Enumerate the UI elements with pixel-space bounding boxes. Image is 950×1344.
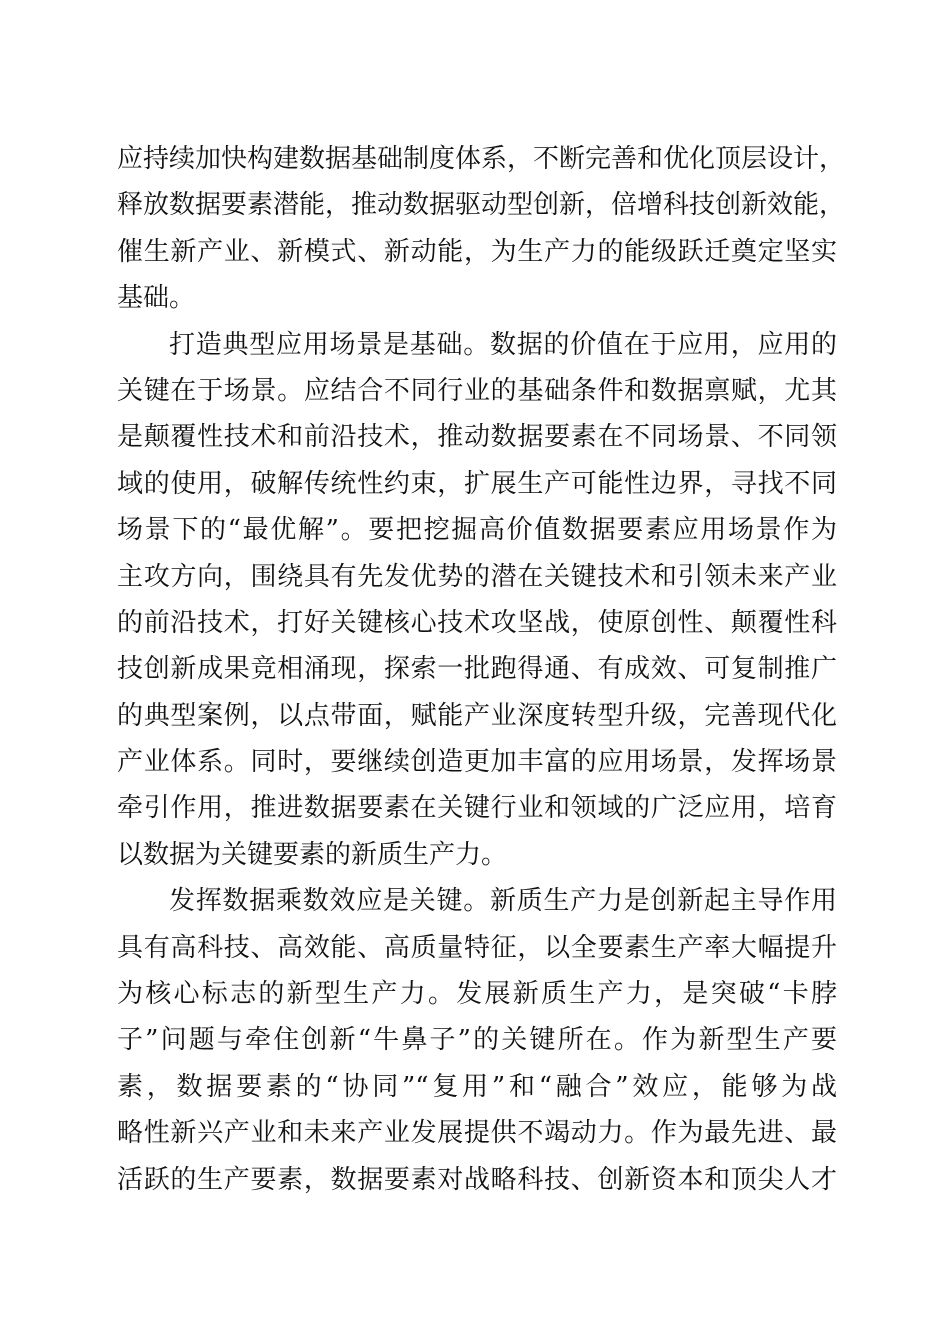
paragraph-line: 技创新成果竞相涌现，探索一批跑得通、有成效、可复制推广 xyxy=(117,654,837,685)
paragraph-line: 的前沿技术，打好关键核心技术攻坚战，使原创性、颠覆性科 xyxy=(117,607,837,638)
paragraph-line: 略性新兴产业和未来产业发展提供不竭动力。作为最先进、最 xyxy=(117,1118,837,1149)
paragraph-line: 关键在于场景。应结合不同行业的基础条件和数据禀赋，尤其 xyxy=(117,375,837,406)
body-text xyxy=(117,136,846,1203)
paragraph-line: 应持续加快构建数据基础制度体系，不断完善和优化顶层设计， xyxy=(117,144,846,174)
paragraph-line: 域的使用，破解传统性约束，扩展生产可能性边界，寻找不同 xyxy=(117,468,837,499)
paragraph-line: 主攻方向，围绕具有先发优势的潜在关键技术和引领未来产业 xyxy=(117,561,837,592)
paragraph-line: 释放数据要素潜能，推动数据驱动型创新，倍增科技创新效能， xyxy=(117,190,846,221)
paragraph-line: 以数据为关键要素的新质生产力。 xyxy=(117,839,508,870)
paragraph-line: 为核心标志的新型生产力。发展新质生产力，是突破“卡脖 xyxy=(117,979,837,1010)
paragraph-line: 素，数据要素的“协同”“复用”和“融合”效应，能够为战 xyxy=(117,1071,837,1102)
paragraph-line: 活跃的生产要素，数据要素对战略科技、创新资本和顶尖人才 xyxy=(117,1164,837,1195)
paragraph-line: 是颠覆性技术和前沿技术，推动数据要素在不同场景、不同领 xyxy=(117,422,837,453)
paragraph-line: 产业体系。同时，要继续创造更加丰富的应用场景，发挥场景 xyxy=(117,747,837,778)
paragraph-line: 打造典型应用场景是基础。数据的价值在于应用，应用的 xyxy=(169,329,837,360)
paragraph-line: 场景下的“最优解”。要把挖掘高价值数据要素应用场景作为 xyxy=(117,515,837,546)
paragraph-line: 具有高科技、高效能、高质量特征，以全要素生产率大幅提升 xyxy=(117,932,837,963)
paragraph-line: 催生新产业、新模式、新动能，为生产力的能级跃迁奠定坚实 xyxy=(117,236,837,267)
paragraph-line: 牵引作用，推进数据要素在关键行业和领域的广泛应用，培育 xyxy=(117,793,837,824)
paragraph-line: 发挥数据乘数效应是关键。新质生产力是创新起主导作用 xyxy=(169,886,837,917)
paragraph-line: 基础。 xyxy=(117,283,196,314)
paragraph-line: 子”问题与牵住创新“牛鼻子”的关键所在。作为新型生产要 xyxy=(117,1025,837,1056)
paragraph-line: 的典型案例，以点带面，赋能产业深度转型升级，完善现代化 xyxy=(117,700,837,731)
